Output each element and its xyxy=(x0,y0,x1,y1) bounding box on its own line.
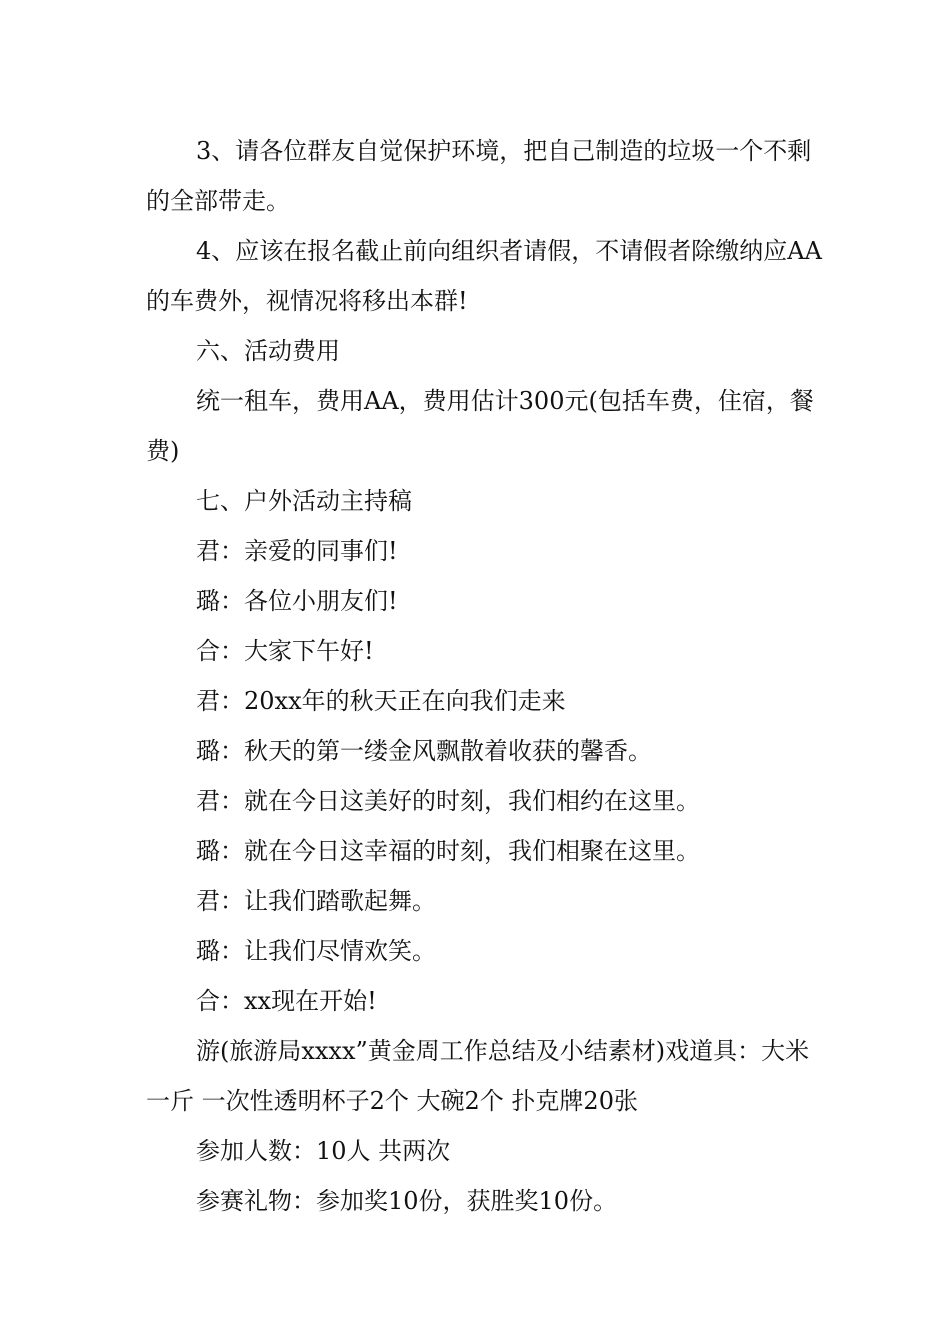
paragraph-rule-3: 3、请各位群友自觉保护环境，把自己制造的垃圾一个不剩的全部带走。 xyxy=(146,137,812,215)
dialogue-line: 君：让我们踏歌起舞。 xyxy=(196,887,436,915)
dialogue-line: 璐：就在今日这幸福的时刻，我们相聚在这里。 xyxy=(196,837,700,865)
paragraph-prizes: 参赛礼物：参加奖10份，获胜奖10份。 xyxy=(196,1187,618,1215)
dialogue-line: 君：20xx年的秋天正在向我们走来 xyxy=(196,687,566,715)
section-heading-host-script: 七、户外活动主持稿 xyxy=(196,487,412,515)
dialogue-line: 璐：让我们尽情欢笑。 xyxy=(196,937,436,965)
paragraph-participants: 参加人数：10人 共两次 xyxy=(196,1137,451,1165)
paragraph-cost-detail: 统一租车，费用AA，费用估计300元(包括车费，住宿，餐费) xyxy=(146,387,814,465)
section-heading-cost: 六、活动费用 xyxy=(196,337,340,365)
dialogue-line: 君：亲爱的同事们! xyxy=(196,537,398,565)
paragraph-game-props: 游(旅游局xxxx”黄金周工作总结及小结素材)戏道具：大米一斤 一次性透明杯子2个 大碗2个 扑克牌20张 xyxy=(146,1037,810,1115)
document-body xyxy=(146,126,826,1226)
dialogue-line: 璐：各位小朋友们! xyxy=(196,587,398,615)
dialogue-line: 合：xx现在开始! xyxy=(196,987,377,1015)
dialogue-line: 君：就在今日这美好的时刻，我们相约在这里。 xyxy=(196,787,700,815)
dialogue-line: 合：大家下午好! xyxy=(196,637,374,665)
dialogue-line: 璐：秋天的第一缕金风飘散着收获的馨香。 xyxy=(196,737,652,765)
paragraph-rule-4: 4、应该在报名截止前向组织者请假，不请假者除缴纳应AA的车费外，视情况将移出本群! xyxy=(146,237,822,315)
